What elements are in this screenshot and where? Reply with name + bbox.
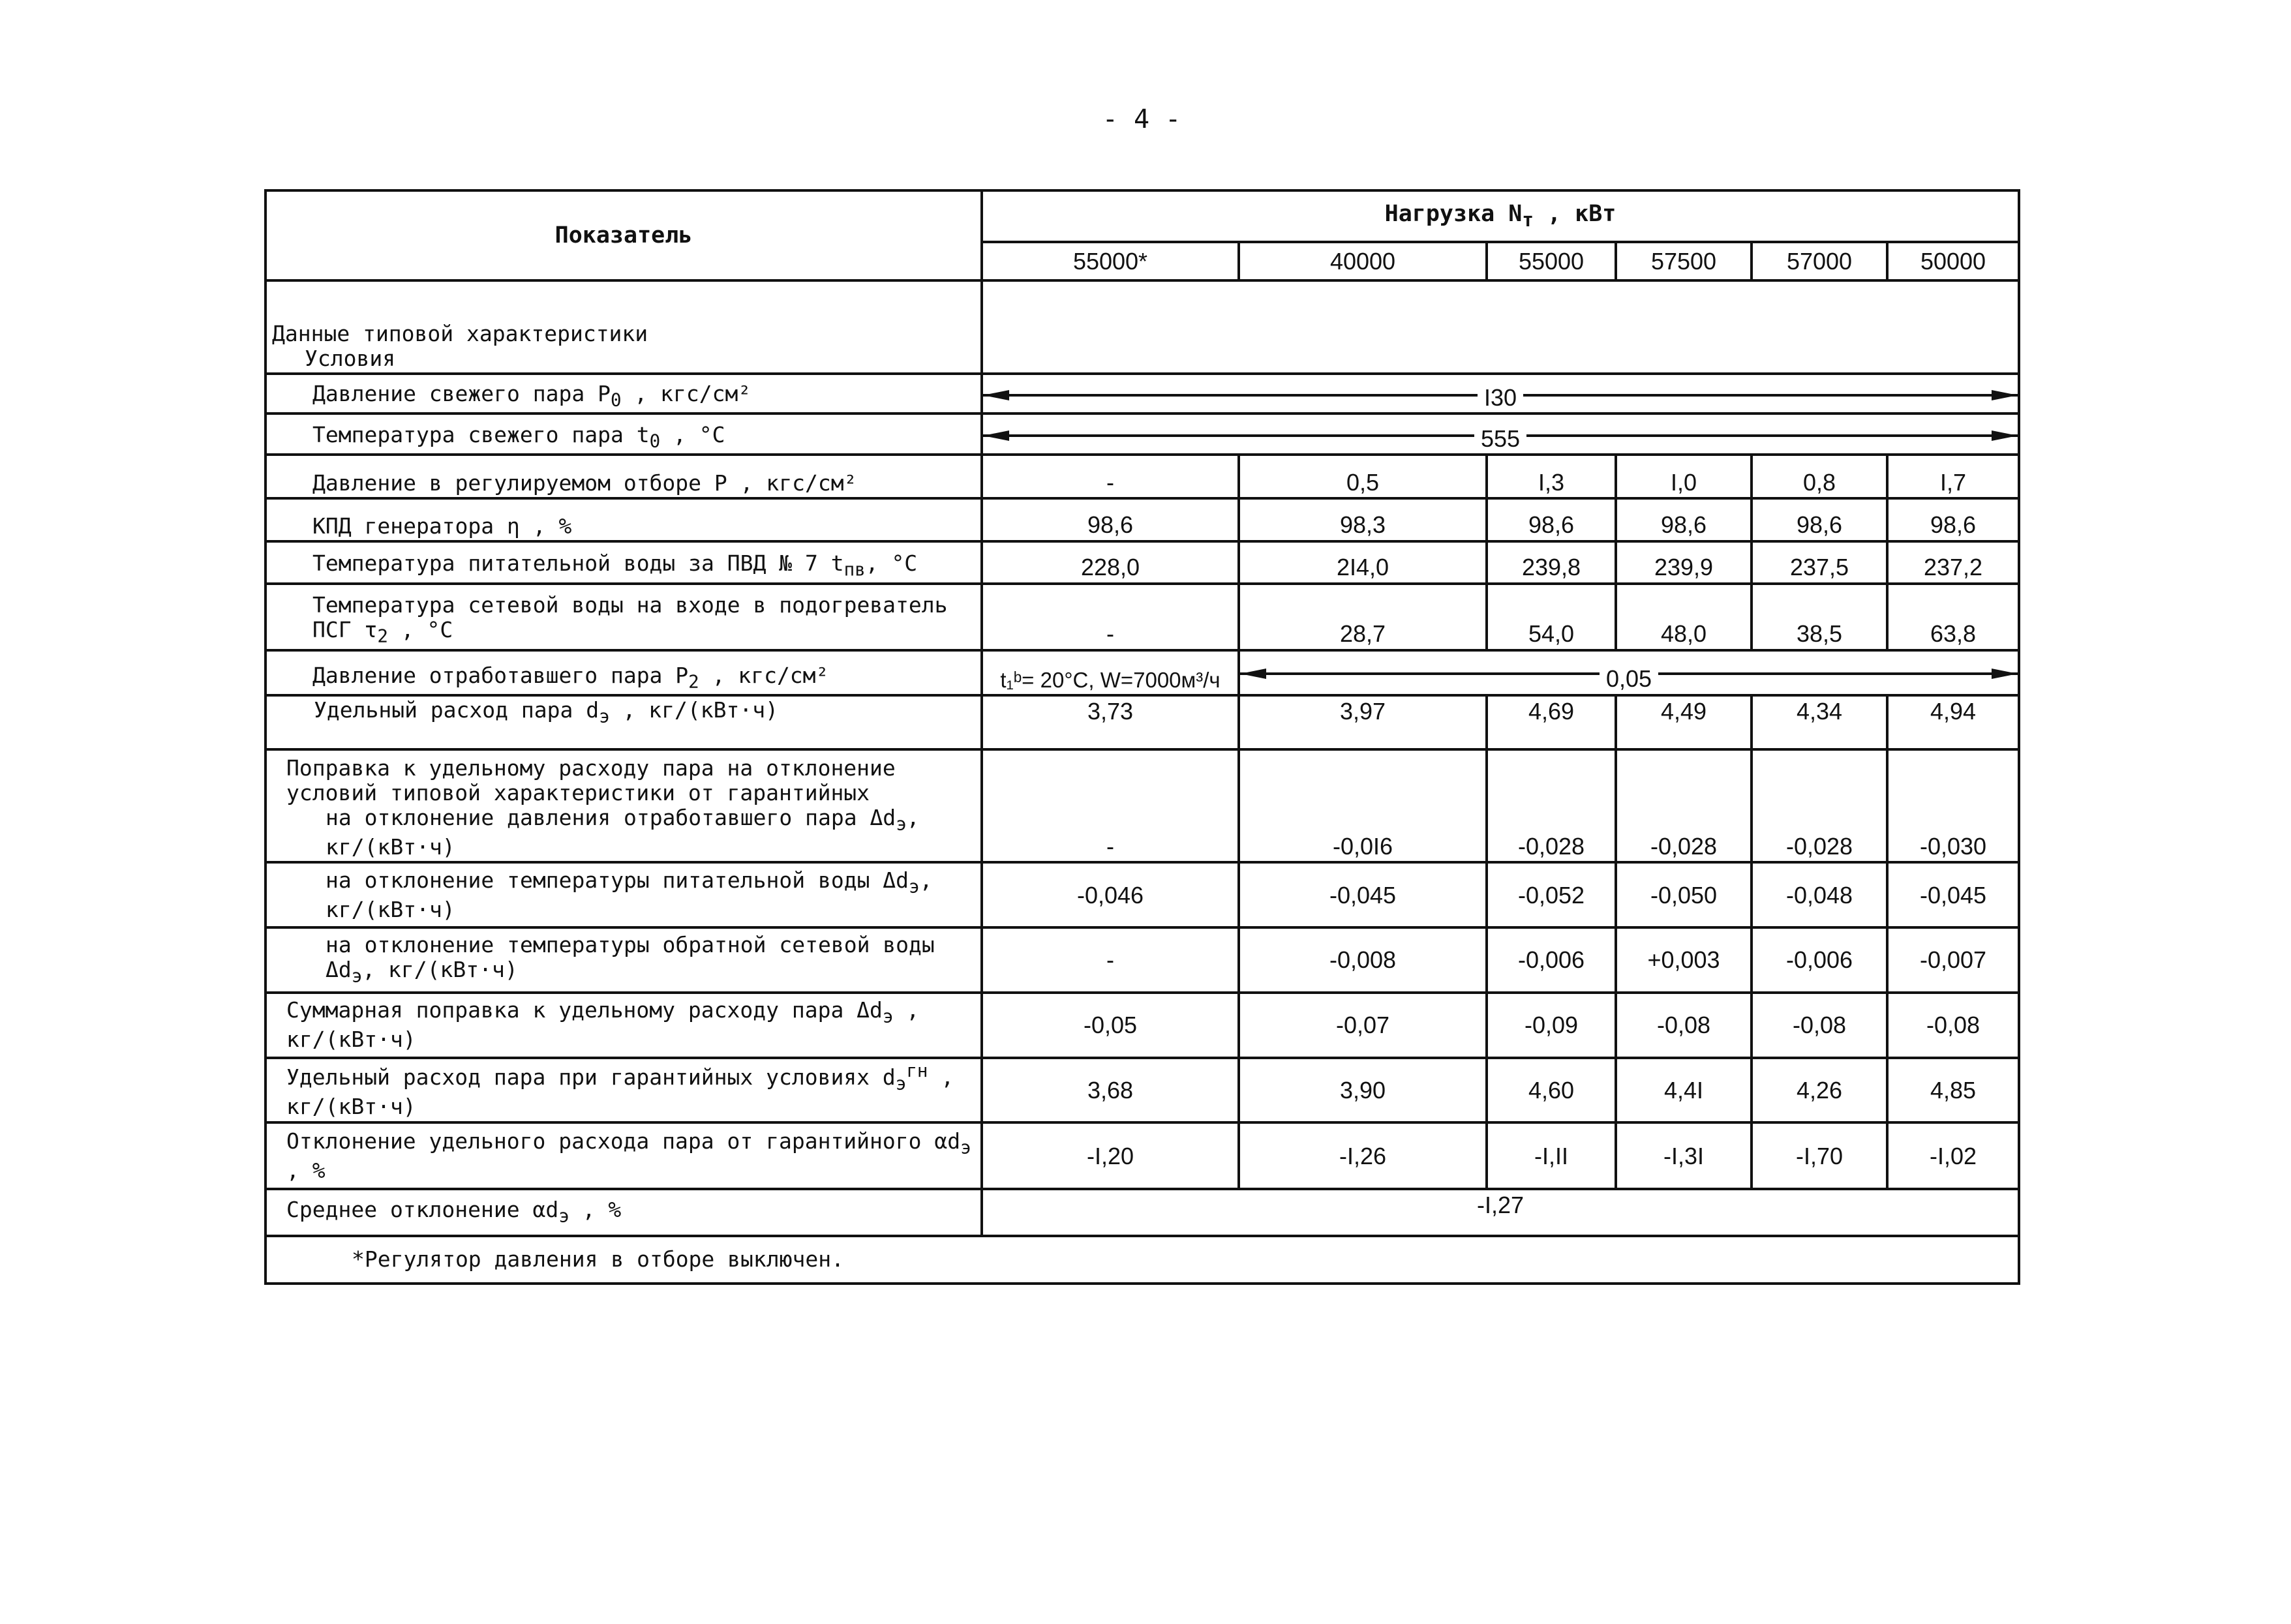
row-pextr-label: Давление в регулируемом отборе P , кгс/см² (266, 455, 982, 498)
tfw-2: 2I4,0 (1239, 541, 1487, 584)
corrp2-4: -0,028 (1616, 749, 1752, 862)
dev-3: -I,II (1487, 1122, 1616, 1189)
dev-1: -I,20 (982, 1122, 1239, 1189)
typical-title: Данные типовой характеристики (272, 321, 648, 347)
corrp2-2: -0,0I6 (1239, 749, 1487, 862)
dguar-3: 4,60 (1487, 1058, 1616, 1123)
tnet-1: - (982, 584, 1239, 650)
corrsum-4: -0,08 (1616, 993, 1752, 1058)
dguar-5: 4,26 (1752, 1058, 1887, 1123)
typical-empty (982, 280, 2019, 374)
load-col-5: 57000 (1752, 242, 1887, 280)
corrp2-5: -0,028 (1752, 749, 1887, 862)
corrtfw-2: -0,045 (1239, 862, 1487, 927)
corrsum-2: -0,07 (1239, 993, 1487, 1058)
header-load (982, 190, 2019, 242)
corrp2-6: -0,030 (1887, 749, 2019, 862)
corrtnet-6: -0,007 (1887, 927, 2019, 993)
de-1: 3,73 (982, 695, 1239, 749)
corrsum-5: -0,08 (1752, 993, 1887, 1058)
header-indicator: Показатель (266, 190, 982, 280)
row-avg-label: Среднее отклонение $\alpha d_э$ , % (266, 1189, 982, 1235)
tnet-6: 63,8 (1887, 584, 2019, 650)
pextr-4: I,0 (1616, 455, 1752, 498)
load-sub: т (1522, 209, 1534, 232)
load-col-4: 57500 (1616, 242, 1752, 280)
de-5: 4,34 (1752, 695, 1887, 749)
load-label: Нагрузка N (1384, 201, 1523, 228)
p2-first: t₁ᵇ= 20°C, W=7000м³/ч (982, 650, 1239, 695)
row-t0-span (982, 414, 2019, 455)
row-p0-span (982, 374, 2019, 414)
typical-section (266, 280, 982, 374)
pextr-1: - (982, 455, 1239, 498)
eta-6: 98,6 (1887, 498, 2019, 541)
dev-2: -I,26 (1239, 1122, 1487, 1189)
pextr-3: I,3 (1487, 455, 1616, 498)
corrsum-3: -0,09 (1487, 993, 1616, 1058)
corrtnet-5: -0,006 (1752, 927, 1887, 993)
dguar-6: 4,85 (1887, 1058, 2019, 1123)
pextr-5: 0,8 (1752, 455, 1887, 498)
corrtnet-1: - (982, 927, 1239, 993)
corrtfw-3: -0,052 (1487, 862, 1616, 927)
tfw-1: 228,0 (982, 541, 1239, 584)
dguar-2: 3,90 (1239, 1058, 1487, 1123)
de-2: 3,97 (1239, 695, 1487, 749)
corrtfw-4: -0,050 (1616, 862, 1752, 927)
p0-value: I30 (1478, 384, 1523, 411)
load-col-3: 55000 (1487, 242, 1616, 280)
tnet-4: 48,0 (1616, 584, 1752, 650)
tnet-2: 28,7 (1239, 584, 1487, 650)
tfw-6: 237,2 (1887, 541, 2019, 584)
tnet-3: 54,0 (1487, 584, 1616, 650)
load-unit: , кВт (1547, 201, 1616, 228)
row-p2-span (1239, 650, 2019, 695)
de-4: 4,49 (1616, 695, 1752, 749)
corrp2-1: - (982, 749, 1239, 862)
tnet-5: 38,5 (1752, 584, 1887, 650)
avg-value: -I,27 (982, 1189, 2019, 1235)
corrtfw-1: -0,046 (982, 862, 1239, 927)
row-corr-tnet-label: на отклонение температуры обратной сетевой воды $\Delta d_э$, кг/(кВт·ч) (266, 927, 982, 993)
dev-6: -I,02 (1887, 1122, 2019, 1189)
eta-4: 98,6 (1616, 498, 1752, 541)
conditions-title: Условия (305, 346, 396, 372)
dguar-4: 4,4I (1616, 1058, 1752, 1123)
eta-2: 98,3 (1239, 498, 1487, 541)
load-col-2: 40000 (1239, 242, 1487, 280)
tfw-5: 237,5 (1752, 541, 1887, 584)
load-col-6: 50000 (1887, 242, 2019, 280)
corrtfw-6: -0,045 (1887, 862, 2019, 927)
eta-5: 98,6 (1752, 498, 1887, 541)
tfw-3: 239,8 (1487, 541, 1616, 584)
corrsum-1: -0,05 (982, 993, 1239, 1058)
corrtnet-4: +0,003 (1616, 927, 1752, 993)
row-corr-p2-label: Поправка к удельному расходу пара на отклонение условий типовой характеристики от гарантийных на отклонение давления отработавшего пара $\Delta d_э$, кг/(кВт·ч) (266, 749, 982, 862)
pextr-2: 0,5 (1239, 455, 1487, 498)
row-corr-tfw-label: на отклонение температуры питательной воды $\Delta d_э$, кг/(кВт·ч) (266, 862, 982, 927)
row-t0-label: Температура свежего пара $t_0$ , °C (266, 414, 982, 455)
p2-value: 0,05 (1600, 665, 1658, 692)
corrtfw-5: -0,048 (1752, 862, 1887, 927)
corrsum-6: -0,08 (1887, 993, 2019, 1058)
row-de-label: Удельный расход пара $d_э$ , кг/(кВт·ч) (266, 695, 982, 749)
de-6: 4,94 (1887, 695, 2019, 749)
dev-5: -I,70 (1752, 1122, 1887, 1189)
corrtnet-2: -0,008 (1239, 927, 1487, 993)
row-corr-sum-label: Суммарная поправка к удельному расходу пара $\Delta d_э$ , кг/(кВт·ч) (266, 993, 982, 1058)
tfw-4: 239,9 (1616, 541, 1752, 584)
row-p2-label: Давление отработавшего пара $P_2$ , кгс/см² (266, 650, 982, 695)
row-p0-label: Давление свежего пара $P_0$ , кгс/см² (266, 374, 982, 414)
footnote: *Регулятор давления в отборе выключен. (266, 1236, 2019, 1284)
corrtnet-3: -0,006 (1487, 927, 1616, 993)
row-tfw-label: Температура питательной воды за ПВД № 7 $t_{пв}$, °C (266, 541, 982, 584)
row-dguar-label: Удельный расход пара при гарантийных условиях $d_э^{гн}$ , кг/(кВт·ч) (266, 1058, 982, 1123)
dev-4: -I,3I (1616, 1122, 1752, 1189)
performance-table (264, 189, 2018, 1285)
de-3: 4,69 (1487, 695, 1616, 749)
t0-value: 555 (1474, 425, 1526, 452)
load-col-1: 55000* (982, 242, 1239, 280)
row-dev-label: Отклонение удельного расхода пара от гарантийного $\alpha d_э$ , % (266, 1122, 982, 1189)
row-eta-label: КПД генератора η , % (266, 498, 982, 541)
row-tnet-label: Температура сетевой воды на входе в подогреватель ПСГ $\tau_2$ , °C (266, 584, 982, 650)
pextr-6: I,7 (1887, 455, 2019, 498)
eta-1: 98,6 (982, 498, 1239, 541)
corr-title: Поправка к удельному расходу пара на отклонение условий типовой характеристики от гарантийных (286, 755, 896, 806)
dguar-1: 3,68 (982, 1058, 1239, 1123)
corrp2-3: -0,028 (1487, 749, 1616, 862)
eta-3: 98,6 (1487, 498, 1616, 541)
page-number: - 4 - (1102, 104, 1181, 134)
